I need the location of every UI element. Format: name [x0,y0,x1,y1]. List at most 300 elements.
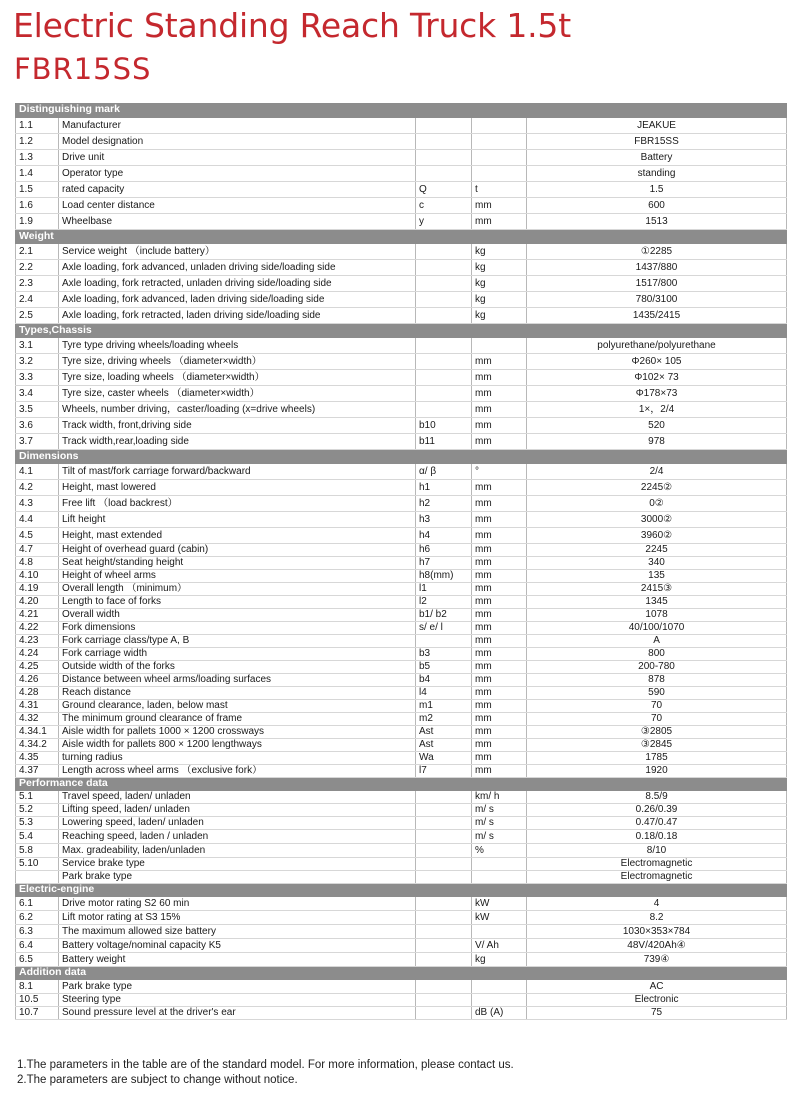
spec-label: The minimum ground clearance of frame [59,712,416,725]
spec-number: 5.8 [16,843,59,857]
spec-value: 1435/2415 [527,307,787,323]
table-row [16,243,787,259]
table-row [16,337,787,353]
spec-label: Operator type [59,165,416,181]
spec-symbol: Ast [416,738,472,751]
table-row [16,843,787,857]
spec-label: Load center distance [59,197,416,213]
spec-label: Length across wheel arms （exclusive fork） [59,764,416,777]
spec-symbol [416,353,472,369]
spec-number: 4.31 [16,699,59,712]
spec-label: Tyre type driving wheels/loading wheels [59,337,416,353]
spec-number: 4.22 [16,621,59,634]
spec-symbol [416,337,472,353]
spec-number: 4.20 [16,595,59,608]
spec-label: Reaching speed, laden / unladen [59,829,416,843]
spec-unit: m/ s [472,816,527,829]
spec-number: 5.1 [16,790,59,803]
spec-label: Steering type [59,993,416,1006]
spec-value: Φ102× 73 [527,369,787,385]
spec-value: 2245② [527,479,787,495]
spec-number: 3.4 [16,385,59,401]
spec-number: 4.4 [16,511,59,527]
spec-label: Fork carriage width [59,647,416,660]
table-row [16,582,787,595]
spec-value: 70 [527,699,787,712]
spec-value: 0.18/0.18 [527,829,787,843]
spec-label: Park brake type [59,870,416,883]
spec-number: 4.2 [16,479,59,495]
spec-unit: dB (A) [472,1006,527,1019]
spec-symbol: Q [416,181,472,197]
spec-unit: ° [472,463,527,479]
spec-number: 2.2 [16,259,59,275]
spec-symbol [416,117,472,133]
spec-label: Overall length （minimum） [59,582,416,595]
spec-symbol [416,910,472,924]
table-row [16,495,787,511]
spec-unit [472,979,527,993]
table-row [16,699,787,712]
spec-number: 8.1 [16,979,59,993]
spec-unit: kg [472,291,527,307]
spec-unit: mm [472,712,527,725]
spec-unit: mm [472,401,527,417]
spec-unit: mm [472,738,527,751]
table-row [16,479,787,495]
spec-number: 2.5 [16,307,59,323]
spec-label: Tyre size, driving wheels （diameter×width） [59,353,416,369]
spec-number: 1.2 [16,133,59,149]
table-row [16,803,787,816]
table-row [16,417,787,433]
section-header [16,229,787,243]
spec-symbol: b10 [416,417,472,433]
spec-number: 10.7 [16,1006,59,1019]
spec-symbol: c [416,197,472,213]
table-row [16,870,787,883]
spec-value: Electromagnetic [527,857,787,870]
spec-label: Axle loading, fork advanced, laden driving side/loading side [59,291,416,307]
spec-unit: mm [472,647,527,660]
spec-unit: m/ s [472,829,527,843]
spec-label: Battery weight [59,952,416,966]
spec-symbol: s/ e/ l [416,621,472,634]
table-row [16,569,787,582]
footnote: 1.The parameters in the table are of the standard model. For more information, please contact us. [17,1059,514,1071]
spec-unit: kg [472,259,527,275]
spec-value: 1078 [527,608,787,621]
spec-label: Drive unit [59,149,416,165]
spec-symbol: b1/ b2 [416,608,472,621]
spec-label: Axle loading, fork retracted, laden driving side/loading side [59,307,416,323]
spec-symbol [416,938,472,952]
spec-label: Service brake type [59,857,416,870]
spec-value: polyurethane/polyurethane [527,337,787,353]
spec-number: 5.3 [16,816,59,829]
table-row [16,117,787,133]
spec-value: 8/10 [527,843,787,857]
spec-label: Track width, front,driving side [59,417,416,433]
section-title: Addition data [16,966,787,979]
spec-unit: mm [472,417,527,433]
table-row [16,527,787,543]
section-title: Dimensions [16,449,787,463]
table-row [16,857,787,870]
spec-symbol [416,369,472,385]
spec-label: Model designation [59,133,416,149]
section-header [16,883,787,896]
spec-symbol [416,816,472,829]
spec-unit: mm [472,764,527,777]
spec-symbol: h7 [416,556,472,569]
spec-symbol [416,149,472,165]
table-row [16,938,787,952]
spec-symbol [416,952,472,966]
table-row [16,608,787,621]
spec-unit: mm [472,621,527,634]
spec-unit: km/ h [472,790,527,803]
table-row [16,595,787,608]
spec-unit [472,165,527,181]
spec-symbol [416,870,472,883]
spec-symbol: h6 [416,543,472,556]
spec-label: Battery voltage/nominal capacity K5 [59,938,416,952]
spec-value: 1.5 [527,181,787,197]
table-row [16,816,787,829]
spec-value: 1437/880 [527,259,787,275]
spec-symbol [416,993,472,1006]
section-header [16,323,787,337]
spec-symbol [416,634,472,647]
spec-value: 1030×353×784 [527,924,787,938]
spec-value: 800 [527,647,787,660]
spec-number: 2.1 [16,243,59,259]
spec-number: 5.4 [16,829,59,843]
spec-symbol: b4 [416,673,472,686]
spec-number: 6.5 [16,952,59,966]
spec-unit: mm [472,433,527,449]
spec-unit: mm [472,353,527,369]
spec-unit: kW [472,896,527,910]
spec-unit: mm [472,699,527,712]
spec-number: 4.24 [16,647,59,660]
spec-value: 135 [527,569,787,582]
spec-symbol: α/ β [416,463,472,479]
table-row [16,738,787,751]
spec-unit: mm [472,197,527,213]
section-title: Weight [16,229,787,243]
spec-value: 520 [527,417,787,433]
table-row [16,673,787,686]
table-row [16,511,787,527]
spec-value: 0② [527,495,787,511]
spec-symbol [416,924,472,938]
spec-value: 40/100/1070 [527,621,787,634]
spec-number: 1.4 [16,165,59,181]
spec-label: Height, mast lowered [59,479,416,495]
spec-unit: kg [472,275,527,291]
table-row [16,165,787,181]
spec-number: 1.3 [16,149,59,165]
spec-symbol: l7 [416,764,472,777]
spec-value: 0.26/0.39 [527,803,787,816]
spec-number: 6.4 [16,938,59,952]
section-header [16,103,787,117]
spec-number: 4.1 [16,463,59,479]
spec-number: 4.32 [16,712,59,725]
table-row [16,556,787,569]
spec-symbol [416,275,472,291]
spec-symbol [416,843,472,857]
spec-number: 3.1 [16,337,59,353]
section-title: Performance data [16,777,787,790]
spec-symbol: h2 [416,495,472,511]
spec-label: Free lift （load backrest） [59,495,416,511]
spec-label: Tilt of mast/fork carriage forward/backward [59,463,416,479]
spec-unit: m/ s [472,803,527,816]
table-row [16,952,787,966]
spec-number: 4.35 [16,751,59,764]
spec-symbol [416,857,472,870]
table-row [16,979,787,993]
table-row [16,712,787,725]
spec-label: Track width,rear,loading side [59,433,416,449]
spec-number: 1.5 [16,181,59,197]
spec-unit [472,149,527,165]
spec-number: 4.34.1 [16,725,59,738]
spec-number: 3.3 [16,369,59,385]
spec-unit: mm [472,511,527,527]
spec-value: Electromagnetic [527,870,787,883]
spec-symbol: m2 [416,712,472,725]
spec-label: Sound pressure level at the driver's ear [59,1006,416,1019]
spec-value: 2245 [527,543,787,556]
spec-value: 590 [527,686,787,699]
table-row [16,1006,787,1019]
spec-symbol: h4 [416,527,472,543]
spec-value: 75 [527,1006,787,1019]
spec-symbol: h3 [416,511,472,527]
spec-label: Travel speed, laden/ unladen [59,790,416,803]
spec-symbol: y [416,213,472,229]
spec-unit: kg [472,307,527,323]
spec-value: 739④ [527,952,787,966]
spec-label: Seat height/standing height [59,556,416,569]
spec-number: 4.8 [16,556,59,569]
spec-symbol [416,790,472,803]
spec-label: Overall width [59,608,416,621]
spec-unit: kW [472,910,527,924]
spec-value: Φ260× 105 [527,353,787,369]
spec-table [15,103,787,1020]
spec-number [16,870,59,883]
spec-symbol: l1 [416,582,472,595]
spec-symbol: l2 [416,595,472,608]
spec-number: 4.28 [16,686,59,699]
table-row [16,790,787,803]
section-header [16,449,787,463]
spec-value: AC [527,979,787,993]
spec-number: 4.37 [16,764,59,777]
spec-unit [472,133,527,149]
spec-unit [472,337,527,353]
spec-value: 3000② [527,511,787,527]
spec-value: Φ178×73 [527,385,787,401]
table-row [16,149,787,165]
spec-unit: mm [472,385,527,401]
spec-symbol [416,307,472,323]
table-row [16,910,787,924]
spec-label: Fork carriage class/type A, B [59,634,416,647]
spec-number: 6.2 [16,910,59,924]
spec-symbol: m1 [416,699,472,712]
footnotes [17,1058,514,1088]
table-row [16,353,787,369]
spec-unit: mm [472,556,527,569]
table-row [16,686,787,699]
spec-value: ③2805 [527,725,787,738]
spec-value: Battery [527,149,787,165]
spec-label: The maximum allowed size battery [59,924,416,938]
spec-symbol [416,133,472,149]
spec-value: ③2845 [527,738,787,751]
table-row [16,259,787,275]
spec-value: 780/3100 [527,291,787,307]
spec-value: Electronic [527,993,787,1006]
spec-value: A [527,634,787,647]
spec-symbol: b11 [416,433,472,449]
table-row [16,385,787,401]
spec-value: 4 [527,896,787,910]
spec-number: 5.2 [16,803,59,816]
spec-symbol [416,829,472,843]
table-row [16,647,787,660]
spec-number: 4.19 [16,582,59,595]
spec-symbol: h8(mm) [416,569,472,582]
spec-number: 1.1 [16,117,59,133]
spec-unit: mm [472,582,527,595]
spec-number: 4.34.2 [16,738,59,751]
spec-label: Drive motor rating S2 60 min [59,896,416,910]
spec-value: 48V/420Ah④ [527,938,787,952]
spec-unit: mm [472,608,527,621]
spec-number: 1.6 [16,197,59,213]
spec-number: 2.3 [16,275,59,291]
section-title: Electric-engine [16,883,787,896]
spec-unit [472,993,527,1006]
spec-value: 878 [527,673,787,686]
spec-value: 8.5/9 [527,790,787,803]
spec-label: Axle loading, fork advanced, unladen driving side/loading side [59,259,416,275]
spec-value: 978 [527,433,787,449]
spec-symbol [416,385,472,401]
spec-number: 4.26 [16,673,59,686]
table-row [16,433,787,449]
spec-number: 6.3 [16,924,59,938]
spec-value: 1513 [527,213,787,229]
spec-unit: V/ Ah [472,938,527,952]
spec-label: Length to face of forks [59,595,416,608]
spec-label: Wheelbase [59,213,416,229]
spec-unit: mm [472,751,527,764]
table-row [16,401,787,417]
spec-symbol: l4 [416,686,472,699]
spec-label: Service weight （include battery） [59,243,416,259]
spec-label: Height of wheel arms [59,569,416,582]
spec-symbol [416,803,472,816]
spec-value: 8.2 [527,910,787,924]
spec-symbol [416,259,472,275]
spec-number: 3.2 [16,353,59,369]
spec-label: Lift height [59,511,416,527]
spec-unit [472,117,527,133]
spec-unit: mm [472,569,527,582]
section-title: Distinguishing mark [16,103,787,117]
spec-label: Outside width of the forks [59,660,416,673]
spec-number: 4.3 [16,495,59,511]
table-row [16,751,787,764]
spec-symbol: Ast [416,725,472,738]
spec-value: 70 [527,712,787,725]
spec-value: 2415③ [527,582,787,595]
footnote: 2.The parameters are subject to change without notice. [17,1074,298,1086]
spec-number: 4.23 [16,634,59,647]
table-row [16,181,787,197]
spec-number: 4.10 [16,569,59,582]
spec-label: Wheels, number driving，caster/loading (x=drive wheels) [59,401,416,417]
spec-label: Ground clearance, laden, below mast [59,699,416,712]
table-row [16,829,787,843]
spec-label: Manufacturer [59,117,416,133]
spec-number: 1.9 [16,213,59,229]
spec-label: turning radius [59,751,416,764]
table-row [16,621,787,634]
spec-number: 4.21 [16,608,59,621]
spec-label: Fork dimensions [59,621,416,634]
table-row [16,369,787,385]
spec-unit: mm [472,595,527,608]
spec-symbol: Wa [416,751,472,764]
spec-unit: mm [472,673,527,686]
spec-label: rated capacity [59,181,416,197]
spec-symbol: h1 [416,479,472,495]
spec-unit: kg [472,243,527,259]
table-row [16,291,787,307]
spec-label: Max. gradeability, laden/unladen [59,843,416,857]
spec-unit: mm [472,527,527,543]
spec-unit: mm [472,369,527,385]
spec-symbol [416,1006,472,1019]
spec-unit: t [472,181,527,197]
table-row [16,725,787,738]
table-row [16,213,787,229]
section-title: Types,Chassis [16,323,787,337]
spec-label: Height of overhead guard (cabin) [59,543,416,556]
spec-number: 10.5 [16,993,59,1006]
spec-number: 4.25 [16,660,59,673]
spec-unit: mm [472,213,527,229]
spec-label: Park brake type [59,979,416,993]
spec-value: ①2285 [527,243,787,259]
spec-number: 3.6 [16,417,59,433]
spec-value: 200-780 [527,660,787,673]
spec-value: 3960② [527,527,787,543]
spec-unit: mm [472,479,527,495]
spec-symbol [416,243,472,259]
table-row [16,924,787,938]
spec-label: Aisle width for pallets 1000 × 1200 crossways [59,725,416,738]
